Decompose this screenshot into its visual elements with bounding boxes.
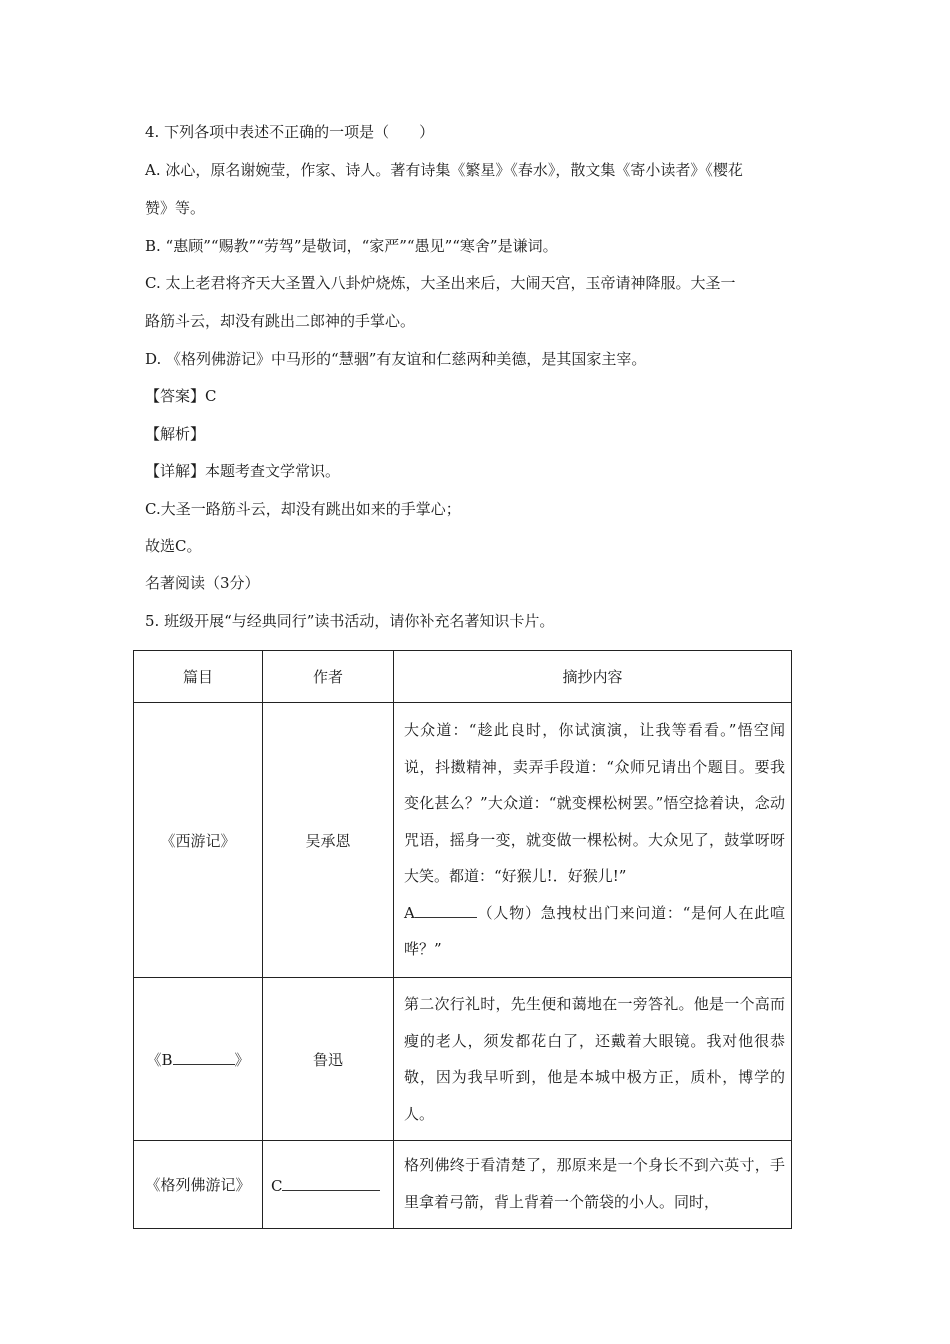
answer: 【答案】C <box>145 387 217 405</box>
fill-blank-b[interactable] <box>173 1048 235 1065</box>
row3-excerpt: 格列佛终于看清楚了，那原来是一个身长不到六英寸，手里拿着弓箭，背上背着一个箭袋的小人。同时， <box>394 1141 792 1229</box>
row3-title: 《格列佛游记》 <box>134 1141 263 1229</box>
table-row <box>134 703 792 978</box>
table-header-row <box>134 651 792 703</box>
row1-title: 《西游记》 <box>134 703 263 978</box>
fill-blank-c[interactable] <box>282 1174 380 1191</box>
choice-conclusion: 故选C。 <box>145 537 202 555</box>
row1-excerpt <box>394 703 792 978</box>
row2-excerpt: 第二次行礼时，先生便和蔼地在一旁答礼。他是一个高而瘦的老人，须发都花白了，还戴着大眼镜。我对他很恭敬，因为我早听到，他是本城中极方正，质朴，博学的人。 <box>394 978 792 1141</box>
option-d: D. 《格列佛游记》中马形的“慧骃”有友谊和仁慈两种美德，是其国家主宰。 <box>145 350 647 368</box>
row2-title <box>134 978 263 1141</box>
table-row <box>134 978 792 1141</box>
question-5-stem: 5. 班级开展“与经典同行”读书活动，请你补充名著知识卡片。 <box>145 612 555 630</box>
option-a-line2: 赞》等。 <box>145 199 206 217</box>
row3-author <box>263 1141 394 1229</box>
option-c-line1: C. 太上老君将齐天大圣置入八卦炉烧炼，大圣出来后，大闹天宫，玉帝请神降服。大圣一 <box>145 274 736 292</box>
row3-blank-label: C <box>271 1177 283 1195</box>
option-c-line2: 路筋斗云，却没有跳出二郎神的手掌心。 <box>145 312 416 330</box>
header-title: 篇目 <box>134 651 263 703</box>
row2-title-open: 《B <box>146 1051 173 1069</box>
option-a-line1: A. 冰心，原名谢婉莹，作家、诗人。著有诗集《繁星》《春水》，散文集《寄小读者》《樱花 <box>145 161 743 179</box>
table-row <box>134 1141 792 1229</box>
row1-excerpt-continued: （人物）急拽杖出门来问道：“是何人在此喧哗？” <box>404 903 785 959</box>
row1-blank-label: A <box>404 903 415 922</box>
knowledge-card-table <box>133 650 792 1229</box>
row2-author: 鲁迅 <box>263 978 394 1141</box>
header-excerpt: 摘抄内容 <box>394 651 792 703</box>
row2-title-close: 》 <box>234 1051 250 1069</box>
row1-author: 吴承恩 <box>263 703 394 978</box>
analysis-heading: 【解析】 <box>145 425 206 443</box>
row1-excerpt-text: 大众道：“趁此良时，你试演演，让我等看看。”悟空闻说，抖擞精神，卖弄手段道：“众师兄请出个题目。要我变化甚么？”大众道：“就变棵松树罢。”悟空捻着诀，念动咒语，摇身一变，就变做一棵松树。大众见了，鼓掌呀呀大笑。都道：“好猴儿!．好猴儿!” <box>404 721 785 886</box>
option-b: B. “惠顾”“赐教”“劳驾”是敬词，“家严”“愚见”“寒舍”是谦词。 <box>145 237 558 255</box>
question-4-stem: 4. 下列各项中表述不正确的一项是（ ） <box>145 123 435 141</box>
header-author: 作者 <box>263 651 394 703</box>
explanation-c: C.大圣一路筋斗云，却没有跳出如来的手掌心； <box>145 500 461 518</box>
section-heading: 名著阅读（3分） <box>145 574 260 592</box>
fill-blank-a[interactable] <box>415 901 477 918</box>
detail-explanation: 【详解】本题考查文学常识。 <box>145 462 341 480</box>
